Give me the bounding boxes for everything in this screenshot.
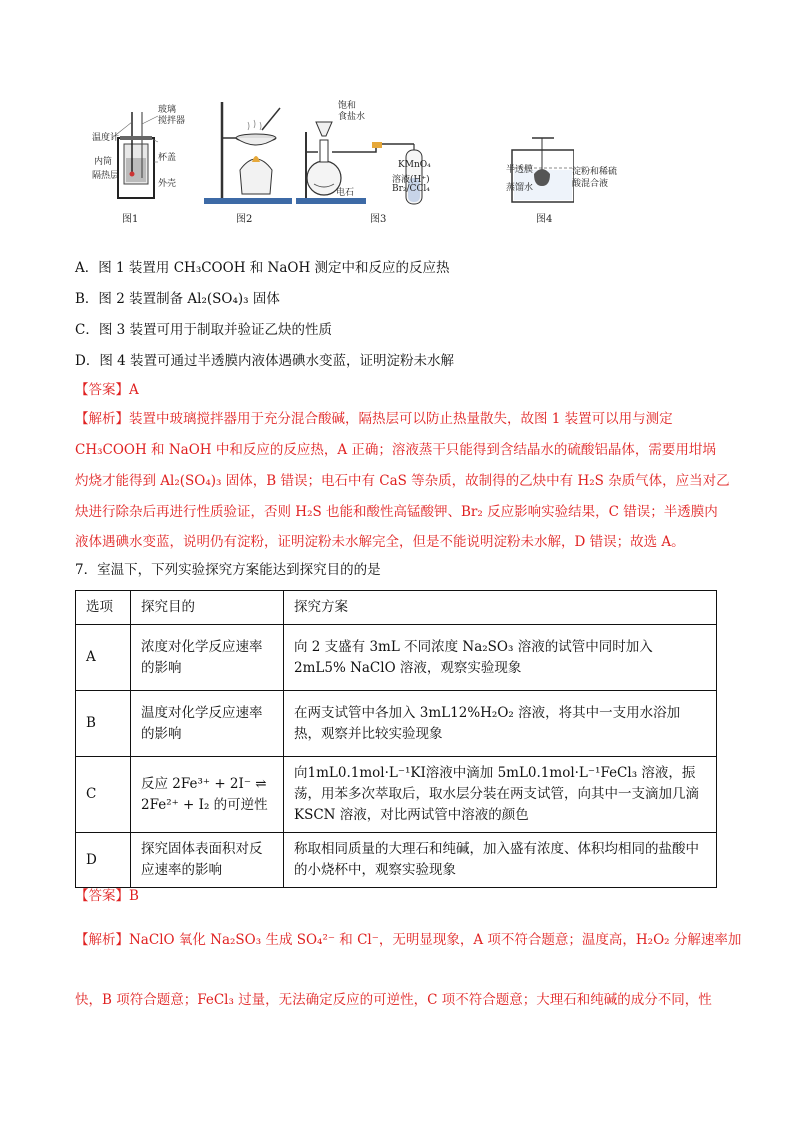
header-purpose: 探究目的: [131, 591, 284, 625]
fig3-label-brine-1: 饱和: [338, 101, 357, 111]
q7-stem: 7．室温下，下列实验探究方案能达到探究目的的是: [75, 562, 381, 578]
fig1-label-stirrer: 搅拌器: [158, 116, 186, 126]
fig4-label-membrane: 半透膜: [506, 165, 534, 175]
table-row: [76, 625, 717, 691]
row-c-purpose: 反应 2Fe³⁺ + 2I⁻ ⇌ 2Fe²⁺ + I₂ 的可逆性: [131, 757, 284, 833]
fig3-label-solution: 溶液(H⁺): [392, 175, 430, 185]
fig3-label-br2: Br₂/CCl₄: [392, 184, 430, 194]
row-d-option: D: [76, 833, 131, 888]
option-d: D．图 4 装置可通过半透膜内液体遇碘水变蓝，证明淀粉未水解: [75, 353, 454, 369]
fig4-label-mix-2: 酸混合液: [572, 179, 609, 189]
row-b-purpose: 温度对化学反应速率的影响: [131, 691, 284, 757]
figure-4-dialysis: [492, 92, 574, 227]
fig1-label-shell: 外壳: [158, 179, 177, 189]
q7-analysis-line-2: 快，B 项符合题意；FeCl₃ 过量，无法确定反应的可逆性，C 项不符合题意；大理石和纯碱的成分不同，性: [75, 992, 712, 1008]
table-row: [76, 757, 717, 833]
table-header-row: [76, 591, 717, 625]
fig3-caption: 图3: [370, 214, 387, 225]
row-a-option: A: [76, 625, 131, 691]
fig4-label-water: 蒸馏水: [506, 183, 534, 193]
q6-analysis-line-2: CH₃COOH 和 NaOH 中和反应的反应热，A 正确；溶液蒸干只能得到含结晶水的硫酸铝晶体，需要用坩埚: [75, 442, 716, 458]
q7-answer: 【答案】B: [75, 888, 139, 904]
fig1-label-glass: 玻璃: [158, 105, 177, 115]
fig4-caption: 图4: [536, 214, 553, 225]
figure-3-acetylene: [296, 92, 471, 227]
fig1-label-lid: 杯盖: [158, 153, 177, 163]
fig4-label-mix-1: 淀粉和稀硫: [572, 167, 618, 177]
table-row: [76, 833, 717, 888]
q6-analysis-line-5: 液体遇碘水变蓝，说明仍有淀粉，证明淀粉未水解完全，但是不能说明淀粉未水解，D 错误；故选 A。: [75, 534, 685, 550]
fig3-label-brine-2: 食盐水: [338, 112, 366, 122]
fig1-label-thermometer: 温度计: [92, 133, 120, 143]
row-d-purpose: 探究固体表面积对反应速率的影响: [131, 833, 284, 888]
header-plan: 探究方案: [284, 591, 717, 625]
q6-analysis-line-4: 炔进行除杂后再进行性质验证，否则 H₂S 也能和酸性高锰酸钾、Br₂ 反应影响实验结果，C 错误；半透膜内: [75, 504, 718, 520]
figure-2-evaporation: [200, 92, 300, 227]
row-d-plan: 称取相同质量的大理石和纯碱，加入盛有浓度、体积均相同的盐酸中的小烧杯中，观察实验现象: [284, 833, 717, 888]
q6-analysis-line-3: 灼烧才能得到 Al₂(SO₄)₃ 固体，B 错误；电石中有 CaS 等杂质，故制得的乙炔中有 H₂S 杂质气体，应当对乙: [75, 473, 730, 489]
header-option: 选项: [76, 591, 131, 625]
q7-analysis-line-1: 【解析】NaClO 氧化 Na₂SO₃ 生成 SO₄²⁻ 和 Cl⁻，无明显现象，A 项不符合题意；温度高，H₂O₂ 分解速率加: [75, 932, 742, 948]
option-c: C．图 3 装置可用于制取并验证乙炔的性质: [75, 322, 333, 338]
fig3-label-kmno4: KMnO₄: [398, 160, 431, 170]
row-b-plan: 在两支试管中各加入 3mL12%H₂O₂ 溶液，将其中一支用水浴加热，观察并比较实验现象: [284, 691, 717, 757]
row-c-plan: 向1mL0.1mol·L⁻¹KI溶液中滴加 5mL0.1mol·L⁻¹FeCl₃ 溶液，振荡，用苯多次萃取后，取水层分装在两支试管，向其中一支滴加几滴 KSCN 溶液，对比两试管中溶液的颜色: [284, 757, 717, 833]
row-a-purpose: 浓度对化学反应速率的影响: [131, 625, 284, 691]
row-c-option: C: [76, 757, 131, 833]
q7-table: [75, 590, 717, 888]
fig2-caption: 图2: [236, 214, 253, 225]
row-a-plan: 向 2 支盛有 3mL 不同浓度 Na₂SO₃ 溶液的试管中同时加入 2mL5% NaClO 溶液，观察实验现象: [284, 625, 717, 691]
fig1-label-insulation: 隔热层: [92, 171, 120, 181]
fig1-label-inner: 内筒: [94, 157, 113, 167]
apparatus-figures: [92, 92, 618, 232]
fig1-caption: 图1: [122, 214, 139, 225]
q6-analysis-line-1: 【解析】装置中玻璃搅拌器用于充分混合酸碱，隔热层可以防止热量散失，故图 1 装置可以用与测定: [75, 411, 673, 427]
row-b-option: B: [76, 691, 131, 757]
table-row: [76, 691, 717, 757]
option-b: B．图 2 装置制备 Al₂(SO₄)₃ 固体: [75, 291, 280, 307]
option-a: A．图 1 装置用 CH₃COOH 和 NaOH 测定中和反应的反应热: [75, 260, 450, 276]
q6-answer: 【答案】A: [75, 382, 139, 398]
fig3-label-carbide: 电石: [336, 188, 355, 198]
